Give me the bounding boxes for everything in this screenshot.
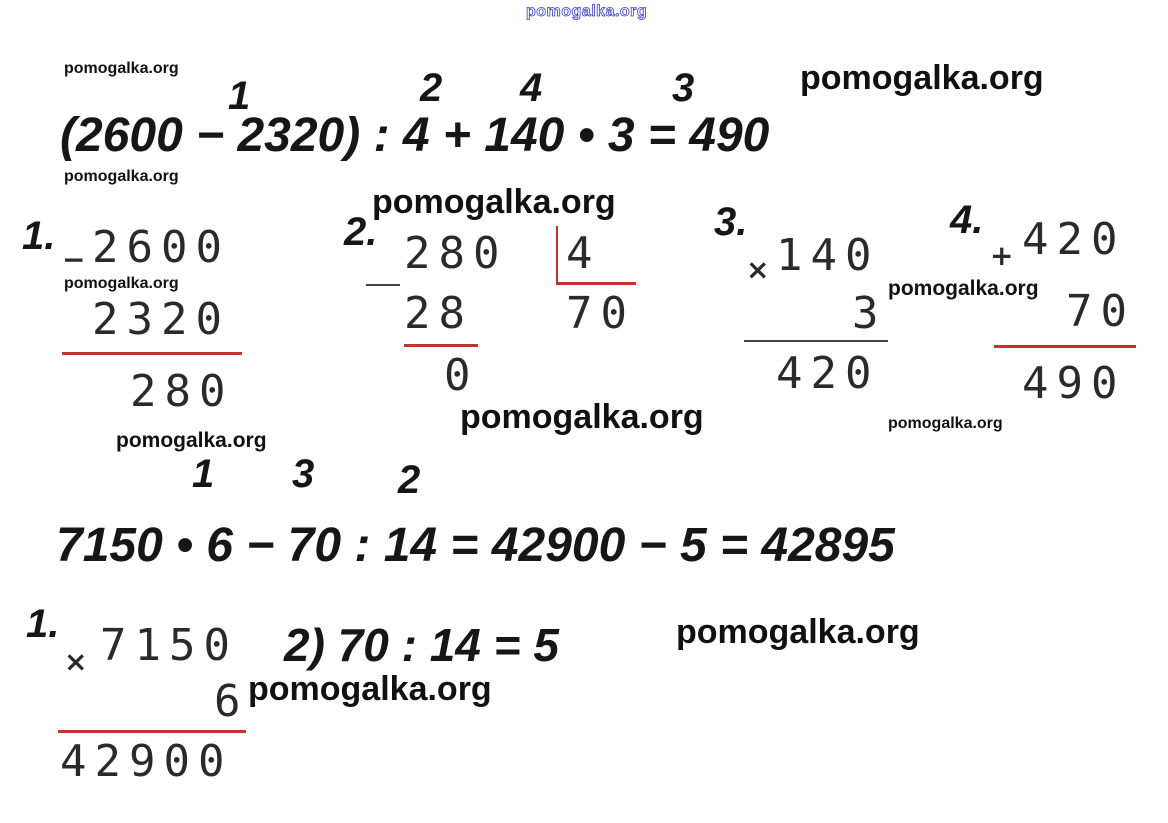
step-number: 1. bbox=[26, 602, 60, 646]
result: 420 bbox=[776, 348, 880, 399]
sum-line bbox=[58, 730, 246, 733]
order-mark: 3 bbox=[672, 66, 695, 110]
step-number: 3. bbox=[714, 200, 748, 244]
order-mark: 2 bbox=[398, 458, 421, 502]
divisor: 4 bbox=[566, 228, 601, 279]
operand-b: 6 bbox=[214, 676, 249, 727]
dividend: 280 bbox=[404, 228, 508, 279]
watermark: pomogalka.org bbox=[676, 613, 920, 651]
minus-sign bbox=[366, 284, 400, 286]
order-mark: 1 bbox=[228, 74, 251, 118]
watermark-top: pomogalka.org bbox=[526, 3, 648, 20]
remainder: 0 bbox=[444, 350, 479, 401]
division-bar bbox=[556, 282, 636, 285]
step-number: 4. bbox=[950, 198, 984, 242]
result: 490 bbox=[1022, 358, 1126, 409]
order-mark: 3 bbox=[292, 452, 315, 496]
watermark: pomogalka.org bbox=[248, 670, 492, 708]
operand-a: 2600 bbox=[92, 222, 230, 273]
watermark: pomogalka.org bbox=[64, 275, 179, 292]
problem2-step2: 2) 70 : 14 = 5 bbox=[284, 619, 559, 671]
sum-line bbox=[62, 352, 242, 355]
subtrahend: 28 bbox=[404, 288, 473, 339]
watermark: pomogalka.org bbox=[64, 168, 179, 185]
multiply-sign: × bbox=[746, 253, 770, 286]
watermark: pomogalka.org bbox=[116, 429, 267, 452]
order-mark: 1 bbox=[192, 452, 215, 496]
watermark: pomogalka.org bbox=[460, 398, 704, 436]
watermark: pomogalka.org bbox=[372, 183, 616, 221]
quotient: 70 bbox=[566, 288, 635, 339]
watermark: pomogalka.org bbox=[64, 60, 179, 77]
step-number: 1. bbox=[22, 214, 56, 258]
order-mark: 2 bbox=[420, 66, 443, 110]
watermark: pomogalka.org bbox=[888, 415, 1003, 432]
result: 280 bbox=[130, 366, 234, 417]
sum-line bbox=[994, 345, 1136, 348]
step-number: 2. bbox=[344, 210, 378, 254]
division-bar bbox=[556, 226, 558, 284]
operand-a: 420 bbox=[1022, 214, 1126, 265]
sum-line bbox=[744, 340, 888, 342]
operand-b: 2320 bbox=[92, 294, 230, 345]
multiply-sign: × bbox=[64, 645, 88, 678]
operand-b: 70 bbox=[1066, 286, 1135, 337]
sum-line bbox=[404, 344, 478, 347]
watermark: pomogalka.org bbox=[800, 59, 1044, 97]
problem2-expression: 7150 • 6 − 70 : 14 = 42900 − 5 = 42895 bbox=[56, 519, 895, 572]
result: 42900 bbox=[60, 736, 233, 787]
minus-sign: − bbox=[62, 243, 86, 276]
operand-a: 140 bbox=[776, 230, 880, 281]
operand-b: 3 bbox=[852, 288, 887, 339]
plus-sign: + bbox=[990, 239, 1014, 272]
watermark: pomogalka.org bbox=[888, 277, 1039, 300]
order-mark: 4 bbox=[520, 66, 543, 110]
problem1-expression: (2600 − 2320) : 4 + 140 • 3 = 490 bbox=[60, 109, 770, 162]
operand-a: 7150 bbox=[100, 620, 238, 671]
